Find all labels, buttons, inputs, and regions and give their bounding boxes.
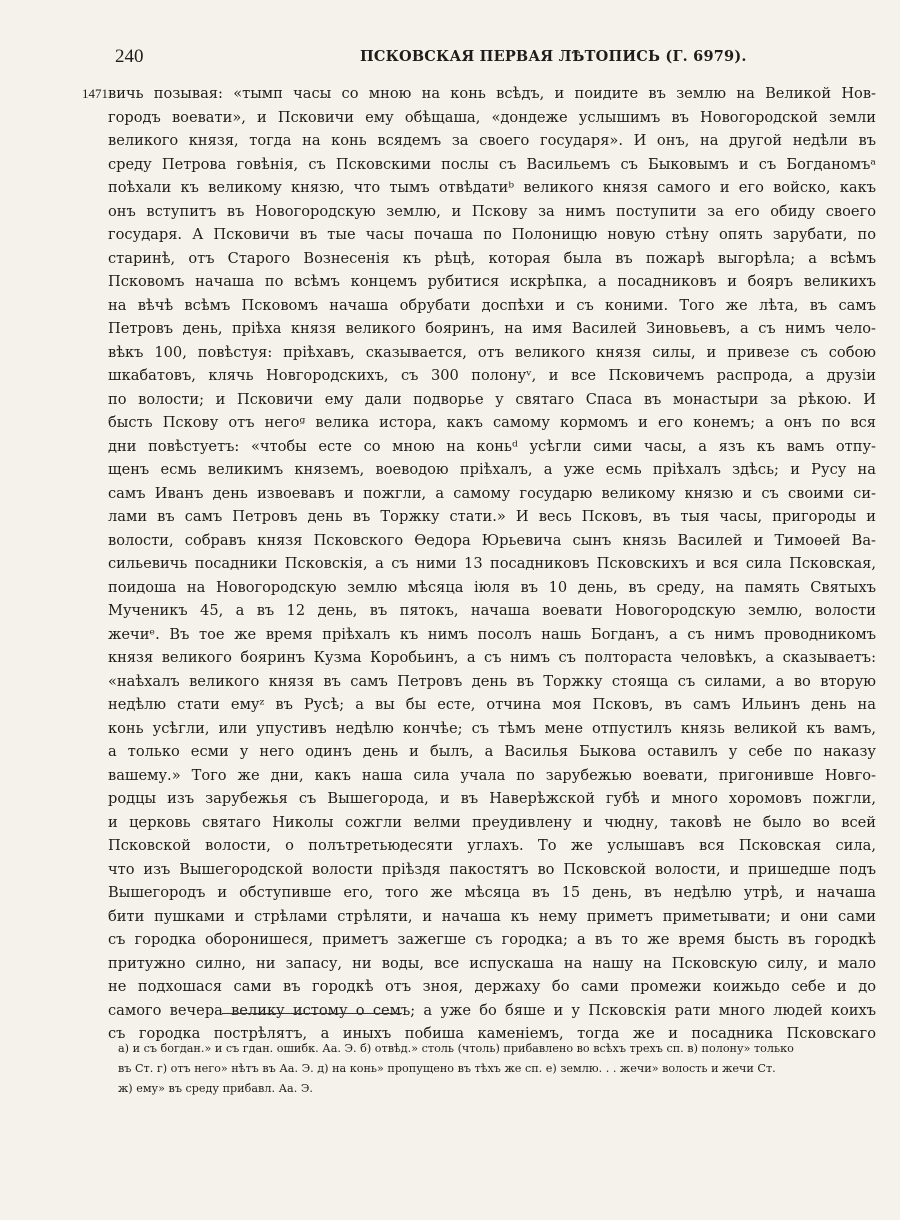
text-line: поѣхали къ великому князю, что тымъ отвѣдатиᵇ великого князя самого и его войско, какъ — [108, 179, 876, 196]
text-line: по волости; и Псковичи ему дали подворье у святаго Спаса въ монастыри за рѣкою. И — [108, 390, 876, 408]
text-line: вашему.» Того же дни, какъ наша сила учала по зарубежью воевати, пригонивше Новго- — [108, 766, 876, 784]
text-line: а только есми у него одинъ день и былъ, а Василья Быкова оставилъ у себе по наказу — [108, 743, 876, 760]
text-line: недѣлю стати емуᶻ въ Русѣ; а вы бы есте, отчина моя Псковъ, въ самъ Ильинъ день на — [108, 696, 876, 713]
text-line: съ городка пострѣлятъ, а иныхъ побиша каменіемъ, тогда же и посадника Псковскаго — [108, 1025, 876, 1042]
footnotes — [118, 1039, 878, 1099]
text-line: среду Петрова говѣнія, съ Псковскими послы съ Васильемъ съ Быковымъ и съ Богданомъᵃ — [108, 155, 876, 173]
text-line: князя великого бояринъ Кузма Коробьинъ, а съ нимъ съ полтораста человѣкъ, а сказываетъ: — [108, 649, 876, 666]
text-line: «наѣхалъ великого князя въ самъ Петровъ день въ Торжку стояща съ силами, а во вторую — [108, 672, 876, 690]
text-line: самъ Иванъ день извоевавъ и пожгли, а самому государю великому князю и съ своими си- — [108, 484, 876, 502]
text-line: Мученикъ 45, а въ 12 день, въ пятокъ, начаша воевати Новогородскую землю, волости — [108, 602, 876, 619]
text-line: городъ воевати», и Псковичи ему обѣщаша, «дондеже услышимъ въ Новогородской земли — [108, 108, 876, 126]
text-line: бити пушками и стрѣлами стрѣляти, и начаша къ нему приметъ приметывати; и они сами — [108, 907, 876, 925]
text-line: и церковь святаго Николы сожгли велми преудивлену и чюдну, таковѣ не было во всей — [108, 813, 876, 831]
text-line: притужно силно, ни запасу, ни воды, все испускаша на нашу на Псковскую силу, и мало — [108, 954, 876, 972]
text-line: щенъ есмь великимъ княземъ, воеводою пріѣхалъ, а уже есмь пріѣхалъ здѣсь; и Русу на — [108, 461, 876, 478]
text-line: бысть Пскову отъ негоᵍ велика истора, какъ самому кормомъ и его конемъ; а онъ по вся — [108, 414, 876, 431]
text-line: Псковской волости, о полътретьюдесяти углахъ. То же услышавъ вся Псковская сила, — [108, 837, 876, 854]
text-line: великого князя, тогда на конь всядемъ за своего государя». И онъ, на другой недѣли въ — [108, 132, 876, 149]
text-line: Петровъ день, пріѣха князя великого бояринъ, на имя Василей Зиновьевъ, а съ нимъ чело- — [108, 320, 876, 337]
text-line: что изъ Вышегородской волости пріѣздя пакостятъ во Псковской волости, и пришедше подъ — [108, 860, 876, 878]
text-line: не подхошася сами въ городкѣ отъ зноя, держаху бо сами промежи коижьдо себе и до — [108, 978, 876, 995]
running-title: ПСКОВСКАЯ ПЕРВАЯ ЛѢТОПИСЬ (Г. 6979). — [360, 48, 747, 65]
text-line: государя. А Псковичи въ тые часы почаша по Полонищю новую стѣну опять зарубати, по — [108, 226, 876, 243]
chronicle-text — [108, 82, 876, 1046]
text-line: онъ вступитъ въ Новогородскую землю, и Пскову за нимъ поступити за его обиду своего — [108, 202, 876, 220]
text-line: вичь позывая: «тымп часы со мною на конь всѣдъ, и поидите въ землю на Великой Нов- — [108, 85, 876, 102]
text-line: шкабатовъ, клячь Новгородскихъ, съ 300 полонуᵛ, и все Псковичемъ распрода, а друзіи — [108, 367, 876, 384]
footnote-line: ж) ему» въ среду прибавл. Аа. Э. — [118, 1082, 313, 1095]
margin-year: 1471 — [82, 86, 108, 101]
text-line: самого вечера велику истому о семъ; а уже бо бяше и у Псковскія рати много людей коихъ — [108, 1001, 876, 1019]
page-header — [115, 46, 855, 72]
footnote-divider — [222, 1013, 402, 1014]
text-line: волости, собравъ князя Псковского Ѳедора Юрьевича сынъ князь Василей и Тимоѳей Ва- — [108, 531, 876, 549]
text-line: лами въ самъ Петровъ день въ Торжку стати.» И весь Псковъ, въ тыя часы, пригороды и — [108, 508, 876, 525]
text-line: жечиᵉ. Въ тое же время пріѣхалъ къ нимъ посолъ нашь Богданъ, а съ нимъ проводникомъ — [108, 625, 876, 643]
text-line: Вышегородъ и обступивше его, того же мѣсяца въ 15 день, въ недѣлю утрѣ, и начаша — [108, 884, 876, 901]
text-line: старинѣ, отъ Старого Вознесенія къ рѣцѣ, которая была въ пожарѣ выгорѣла; а всѣмъ — [108, 249, 876, 267]
text-line: сильевичь посадники Псковскія, а съ ними 13 посадниковъ Псковскихъ и вся сила Псковская, — [108, 555, 876, 572]
page-number: 240 — [115, 46, 144, 67]
text-line: съ городка оборонишеся, приметъ зажегше съ городка; а въ то же время бысть въ городкѣ — [108, 931, 876, 948]
text-line: поидоша на Новогородскую землю мѣсяца іюля въ 10 день, въ среду, на память Святыхъ — [108, 578, 876, 596]
text-line: Псковомъ начаша по всѣмъ концемъ рубитися искрѣпка, а посадниковъ и бояръ великихъ — [108, 273, 876, 290]
text-line: родцы изъ зарубежья съ Вышегорода, и въ Наверѣжской губѣ и много хоромовъ пожгли, — [108, 790, 876, 807]
text-line: вѣкъ 100, повѣстуя: пріѣхавъ, сказывается, отъ великого князя силы, и привезе съ собою — [108, 343, 876, 361]
footnote-line: а) и съ богдан.» и съ гдан. ошибк. Аа. Э. б) отвѣд.» столь (чтоль) прибавлено во всѣхъ трехъ сп. в) полону» только — [118, 1042, 794, 1055]
text-line: дни повѣстуетъ: «чтобы есте со мною на коньᵈ усѣгли сими часы, а язъ къ вамъ отпу- — [108, 437, 876, 455]
text-line: конь усѣгли, или упустивъ недѣлю кончѣе; съ тѣмъ мене отпустилъ князь великой къ вамъ, — [108, 719, 876, 737]
footnote-line: въ Ст. г) отъ него» нѣтъ въ Аа. Э. д) на конь» пропущено въ тѣхъ же сп. е) землю. . . жечи» волость и жечи Ст. — [118, 1062, 776, 1075]
text-line: на вѣчѣ всѣмъ Псковомъ начаша обрубати доспѣхи и съ коними. Того же лѣта, въ самъ — [108, 296, 876, 314]
